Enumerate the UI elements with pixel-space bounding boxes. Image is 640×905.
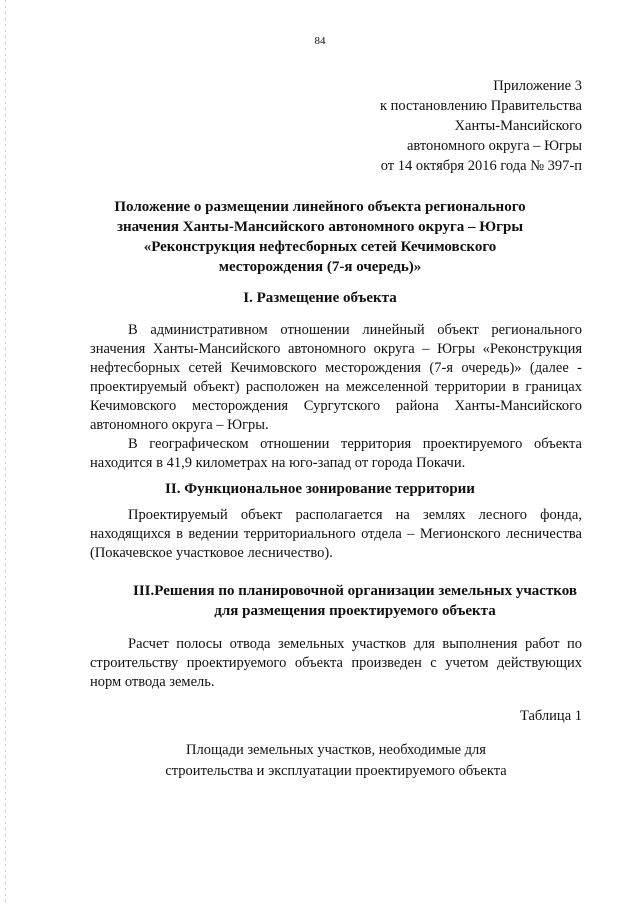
approval-line: Приложение 3 [493, 78, 582, 94]
paragraph: В административном отношении линейный объект регионального значения Ханты-Мансийского автономного округа – Югры «Реконструкция нефтесборных сетей Кечимовского месторождения (7-я очередь)» (далее - проектируемый объект) расположен на межселенной территории в границах Кечимовского месторождения Сургутского района Ханты-Мансийского автономного округа – Югры. [90, 322, 582, 433]
table-caption [90, 740, 582, 782]
section-1-body [90, 321, 582, 473]
page-number: 84 [314, 35, 326, 47]
section-3-body [90, 635, 582, 692]
section-3-heading: III.Решения по планировочной организации земельных участков для размещения проектируемого объекта [133, 583, 577, 619]
paragraph: Расчет полосы отвода земельных участков для выполнения работ по строительству проектируемого объекта произведен с учетом действующих норм отвода земель. [90, 636, 582, 690]
table-label: Таблица 1 [519, 708, 582, 724]
section-2-body [90, 506, 582, 563]
paragraph: В географическом отношении территория проектируемого объекта находится в 41,9 километрах на юго-запад от города Покачи. [90, 436, 582, 471]
approval-line: Ханты-Мансийского [454, 118, 582, 134]
caption-line: Площади земельных участков, необходимые для [186, 742, 486, 758]
approval-block [380, 76, 582, 176]
document-title: Положение о размещении линейного объекта регионального значения Ханты-Мансийского автономного округа – Югры «Реконструкция нефтесборных сетей Кечимовского месторождения (7-я очередь)» [114, 199, 526, 275]
approval-line: к постановлению Правительства [380, 98, 582, 114]
section-1-heading: I. Размещение объекта [243, 290, 397, 306]
caption-line: строительства и эксплуатации проектируемого объекта [165, 763, 507, 779]
section-2-heading: II. Функциональное зонирование территории [165, 481, 475, 497]
approval-line: автономного округа – Югры [406, 138, 582, 154]
approval-line: от 14 октября 2016 года № 397-п [380, 158, 582, 174]
paragraph: Проектируемый объект располагается на землях лесного фонда, находящихся в ведении территориального отдела – Мегионского лесничества (Покачевское участковое лесничество). [90, 507, 582, 561]
scan-edge-line [5, 0, 6, 905]
